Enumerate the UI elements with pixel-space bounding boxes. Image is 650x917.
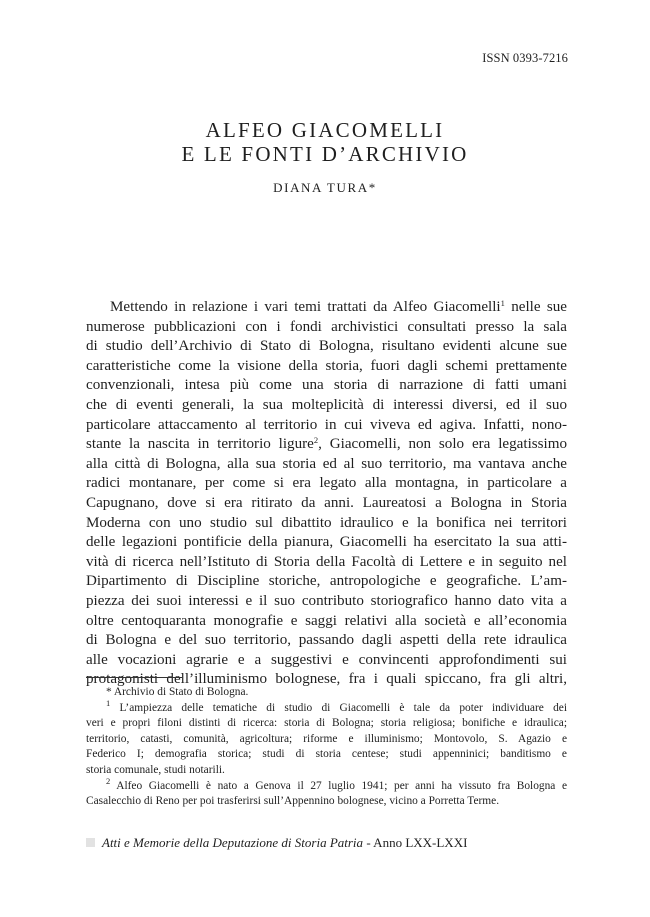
journal-issue: - Anno LXX-LXXI [363,835,468,850]
footnote-1-line: storia comunale, studi notarili. [86,763,225,776]
body-line: alla città di Bologna, alla sua storia ed al suo territorio, ma vantava anche [86,455,567,472]
article-title-line-1: ALFEO GIACOMELLI [205,118,445,142]
footer-square-icon [86,838,95,847]
body-line: Capugnano, dove si era ritirato da anni. Laureatosi a Bologna in Storia [86,494,567,511]
body-line: caratteristiche come la visione della storia, fuori dagli schemi prettamente [86,357,567,374]
footnote-ref-2[interactable]: 2 [313,435,319,446]
footnote-1: $^1$ L’ampiezza delle tematiche di studio di Giacomelli è tale da poter individuare dei [106,697,567,714]
footnote-2-mark: 2 [106,775,111,786]
footnote-1-line: Federico I; demografia storica; studi di storia centese; studi appenninici; banditismo e [86,748,567,761]
body-line: numerose pubblicazioni con i fondi archivistici consultati presso la sala [86,318,567,335]
body-line: piezza dei suoi interessi e il suo contributo storiografico hanno dato vita a [86,592,567,609]
footnotes [86,685,567,810]
body-line: Mettendo in relazione i vari temi trattati da Alfeo Giacomelli$^1$ nelle sue [110,298,567,315]
body-line: stante la nascita in territorio ligure$^2$, Giacomelli, non solo era legatissimo [86,435,567,453]
article-body [86,298,567,690]
issn-label: ISSN 0393-7216 [482,51,568,65]
body-line: che di eventi generali, la sua molteplicità di interessi diversi, ed il suo [86,396,567,413]
article-title [0,118,650,166]
footnote-1-mark: 1 [106,697,111,708]
body-line: particolare attaccamento al territorio in cui viveva ed agiva. Infatti, nono- [86,416,567,433]
footnote-1-line: territorio, catasti, comunità, agricoltura; riforme e illuminismo; Montovolo, S. Agazio e [86,732,567,745]
footnote-2: $^2$ Alfeo Giacomelli è nato a Genova il 27 luglio 1941; per anni ha vissuto fra Bologna e [106,775,568,792]
body-line: di Bologna e del suo territorio, passando dagli aspetti della rete idraulica [86,632,567,649]
body-line: radici montanare, per come si era legato alla montagna, in particolare a [86,475,567,492]
journal-name: Atti e Memorie della Deputazione di Storia Patria [102,835,364,850]
article-author: DIANA TURA* [273,180,377,195]
body-line: Dipartimento di Discipline storiche, antropologiche e geografiche. L’am- [86,573,567,590]
footnote-author: * Archivio di Stato di Bologna. [106,686,249,698]
body-line: vità di ricerca nell’Istituto di Storia della Facoltà di Lettere e in seguito nel [86,553,567,570]
article-title-line-2: E LE FONTI D’ARCHIVIO [181,142,469,166]
footnote-separator [86,677,182,678]
body-line: convenzionali, intesa più come una storia di narrazione di fatti umani [86,377,567,394]
body-line: oltre centoquaranta monografie e saggi relativi alla società e all’economia [86,612,567,629]
journal-footer [86,835,467,851]
footnote-2-line: Casalecchio di Reno per poi trasferirsi sull’Appennino bolognese, vicino a Porretta Terme. [86,795,500,808]
body-line: delle legazioni pontificie della pianura, Giacomelli ha esercitato la sua atti- [86,534,567,551]
footnote-ref-1[interactable]: 1 [500,298,505,308]
footnote-1-line: veri e propri filoni distinti di ricerca: storia di Bologna; storia religiosa; bonifiche e idraulica; [86,717,567,730]
body-line: di studio dell’Archivio di Stato di Bologna, risultano evidenti alcune sue [86,338,567,355]
body-line: alle vocazioni agrarie e a suggestivi e convincenti approfondimenti sui [86,651,567,668]
body-line: protagonisti dell’illuminismo bolognese, fra i quali spiccano, fra gli altri, [86,671,567,688]
body-line: Moderna con uno studio sul dibattito idraulico e la bonifica nei territori [86,514,567,531]
